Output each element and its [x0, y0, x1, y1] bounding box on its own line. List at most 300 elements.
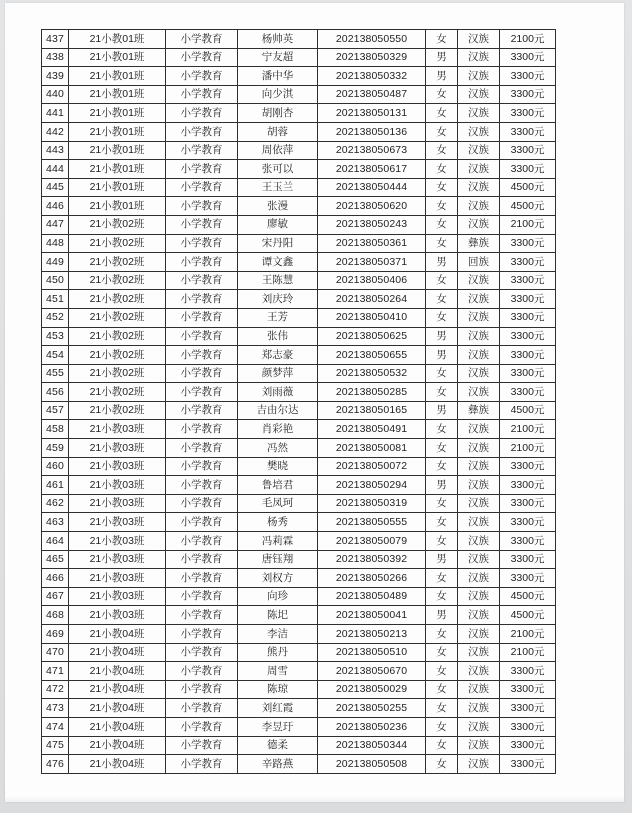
cell-student_id: 202138050072 — [318, 457, 426, 476]
cell-major: 小学教育 — [166, 308, 238, 327]
cell-name: 张可以 — [238, 160, 318, 179]
table-row — [42, 550, 556, 569]
cell-student_id: 202138050410 — [318, 308, 426, 327]
cell-major: 小学教育 — [166, 680, 238, 699]
table-row — [42, 587, 556, 606]
cell-amount: 3300元 — [500, 48, 556, 67]
cell-student_id: 202138050508 — [318, 755, 426, 774]
cell-amount: 2100元 — [500, 420, 556, 439]
cell-student_id: 202138050361 — [318, 234, 426, 253]
cell-no: 456 — [42, 383, 69, 402]
cell-ethnicity: 汉族 — [458, 439, 500, 458]
table-row — [42, 736, 556, 755]
cell-gender: 女 — [426, 494, 458, 513]
cell-major: 小学教育 — [166, 401, 238, 420]
cell-student_id: 202138050371 — [318, 253, 426, 272]
cell-major: 小学教育 — [166, 550, 238, 569]
cell-student_id: 202138050555 — [318, 513, 426, 532]
table-row — [42, 680, 556, 699]
cell-gender: 女 — [426, 420, 458, 439]
cell-class_name: 21小教03班 — [69, 550, 166, 569]
cell-ethnicity: 汉族 — [458, 717, 500, 736]
cell-major: 小学教育 — [166, 587, 238, 606]
cell-no: 457 — [42, 401, 69, 420]
table-row — [42, 383, 556, 402]
cell-class_name: 21小教04班 — [69, 699, 166, 718]
cell-ethnicity: 汉族 — [458, 699, 500, 718]
cell-ethnicity: 汉族 — [458, 606, 500, 625]
cell-student_id: 202138050294 — [318, 476, 426, 495]
cell-gender: 女 — [426, 290, 458, 309]
cell-amount: 3300元 — [500, 755, 556, 774]
cell-major: 小学教育 — [166, 215, 238, 234]
cell-student_id: 202138050213 — [318, 625, 426, 644]
cell-ethnicity: 汉族 — [458, 346, 500, 365]
cell-no: 447 — [42, 215, 69, 234]
cell-name: 鲁培君 — [238, 476, 318, 495]
cell-gender: 女 — [426, 141, 458, 160]
cell-class_name: 21小教02班 — [69, 364, 166, 383]
cell-amount: 3300元 — [500, 290, 556, 309]
cell-student_id: 202138050670 — [318, 662, 426, 681]
cell-class_name: 21小教04班 — [69, 662, 166, 681]
cell-student_id: 202138050617 — [318, 160, 426, 179]
cell-gender: 男 — [426, 346, 458, 365]
cell-name: 毛凤珂 — [238, 494, 318, 513]
cell-no: 442 — [42, 122, 69, 141]
cell-amount: 3300元 — [500, 457, 556, 476]
cell-ethnicity: 汉族 — [458, 569, 500, 588]
cell-major: 小学教育 — [166, 643, 238, 662]
cell-name: 周雪 — [238, 662, 318, 681]
cell-no: 475 — [42, 736, 69, 755]
cell-major: 小学教育 — [166, 346, 238, 365]
table-row — [42, 643, 556, 662]
cell-student_id: 202138050655 — [318, 346, 426, 365]
cell-no: 468 — [42, 606, 69, 625]
cell-name: 向珍 — [238, 587, 318, 606]
cell-no: 462 — [42, 494, 69, 513]
student-roster-body — [42, 30, 556, 774]
cell-name: 樊晓 — [238, 457, 318, 476]
cell-gender: 男 — [426, 401, 458, 420]
table-row — [42, 290, 556, 309]
cell-no: 438 — [42, 48, 69, 67]
cell-gender: 女 — [426, 513, 458, 532]
cell-amount: 3300元 — [500, 327, 556, 346]
cell-gender: 女 — [426, 364, 458, 383]
cell-class_name: 21小教02班 — [69, 215, 166, 234]
cell-amount: 3300元 — [500, 680, 556, 699]
cell-major: 小学教育 — [166, 141, 238, 160]
cell-class_name: 21小教03班 — [69, 569, 166, 588]
cell-ethnicity: 汉族 — [458, 160, 500, 179]
cell-class_name: 21小教03班 — [69, 420, 166, 439]
table-row — [42, 401, 556, 420]
cell-name: 刘庆玲 — [238, 290, 318, 309]
cell-gender: 女 — [426, 383, 458, 402]
cell-class_name: 21小教01班 — [69, 30, 166, 49]
table-row — [42, 253, 556, 272]
cell-name: 李昱玗 — [238, 717, 318, 736]
cell-ethnicity: 汉族 — [458, 643, 500, 662]
cell-amount: 3300元 — [500, 476, 556, 495]
cell-no: 474 — [42, 717, 69, 736]
cell-major: 小学教育 — [166, 253, 238, 272]
cell-name: 冯莉霖 — [238, 532, 318, 551]
cell-name: 冯然 — [238, 439, 318, 458]
cell-student_id: 202138050532 — [318, 364, 426, 383]
cell-ethnicity: 汉族 — [458, 48, 500, 67]
cell-no: 446 — [42, 197, 69, 216]
table-row — [42, 178, 556, 197]
cell-student_id: 202138050673 — [318, 141, 426, 160]
cell-no: 454 — [42, 346, 69, 365]
cell-gender: 女 — [426, 160, 458, 179]
cell-major: 小学教育 — [166, 662, 238, 681]
cell-student_id: 202138050266 — [318, 569, 426, 588]
cell-ethnicity: 汉族 — [458, 85, 500, 104]
cell-no: 476 — [42, 755, 69, 774]
cell-amount: 4500元 — [500, 587, 556, 606]
cell-gender: 男 — [426, 253, 458, 272]
cell-ethnicity: 汉族 — [458, 457, 500, 476]
cell-name: 刘权方 — [238, 569, 318, 588]
cell-no: 470 — [42, 643, 69, 662]
cell-ethnicity: 汉族 — [458, 532, 500, 551]
cell-ethnicity: 汉族 — [458, 736, 500, 755]
cell-ethnicity: 汉族 — [458, 271, 500, 290]
cell-student_id: 202138050041 — [318, 606, 426, 625]
table-row — [42, 662, 556, 681]
table-row — [42, 48, 556, 67]
cell-no: 460 — [42, 457, 69, 476]
cell-major: 小学教育 — [166, 625, 238, 644]
cell-class_name: 21小教01班 — [69, 160, 166, 179]
cell-class_name: 21小教02班 — [69, 383, 166, 402]
table-row — [42, 346, 556, 365]
cell-amount: 4500元 — [500, 606, 556, 625]
cell-major: 小学教育 — [166, 85, 238, 104]
cell-student_id: 202138050264 — [318, 290, 426, 309]
cell-no: 469 — [42, 625, 69, 644]
cell-ethnicity: 回族 — [458, 253, 500, 272]
cell-student_id: 202138050487 — [318, 85, 426, 104]
cell-amount: 2100元 — [500, 625, 556, 644]
cell-gender: 女 — [426, 85, 458, 104]
cell-no: 452 — [42, 308, 69, 327]
cell-ethnicity: 汉族 — [458, 513, 500, 532]
cell-class_name: 21小教04班 — [69, 736, 166, 755]
cell-gender: 女 — [426, 234, 458, 253]
cell-class_name: 21小教02班 — [69, 327, 166, 346]
cell-student_id: 202138050332 — [318, 67, 426, 86]
table-row — [42, 308, 556, 327]
table-row — [42, 122, 556, 141]
cell-name: 王陈慧 — [238, 271, 318, 290]
table-row — [42, 234, 556, 253]
table-row — [42, 569, 556, 588]
cell-amount: 2100元 — [500, 439, 556, 458]
cell-class_name: 21小教03班 — [69, 494, 166, 513]
cell-name: 陈圯 — [238, 606, 318, 625]
cell-class_name: 21小教02班 — [69, 346, 166, 365]
cell-no: 464 — [42, 532, 69, 551]
cell-major: 小学教育 — [166, 48, 238, 67]
table-row — [42, 327, 556, 346]
cell-gender: 女 — [426, 643, 458, 662]
table-row — [42, 494, 556, 513]
table-row — [42, 717, 556, 736]
cell-no: 465 — [42, 550, 69, 569]
cell-name: 郑志豪 — [238, 346, 318, 365]
table-row — [42, 420, 556, 439]
cell-amount: 3300元 — [500, 494, 556, 513]
cell-ethnicity: 汉族 — [458, 625, 500, 644]
cell-major: 小学教育 — [166, 457, 238, 476]
table-row — [42, 625, 556, 644]
cell-name: 周依萍 — [238, 141, 318, 160]
cell-major: 小学教育 — [166, 476, 238, 495]
cell-major: 小学教育 — [166, 513, 238, 532]
cell-ethnicity: 汉族 — [458, 476, 500, 495]
cell-amount: 3300元 — [500, 364, 556, 383]
cell-name: 刘红霞 — [238, 699, 318, 718]
cell-name: 宁友超 — [238, 48, 318, 67]
cell-name: 廖敏 — [238, 215, 318, 234]
cell-gender: 女 — [426, 662, 458, 681]
cell-ethnicity: 汉族 — [458, 550, 500, 569]
cell-amount: 4500元 — [500, 197, 556, 216]
cell-gender: 女 — [426, 736, 458, 755]
cell-ethnicity: 汉族 — [458, 308, 500, 327]
cell-gender: 女 — [426, 755, 458, 774]
cell-class_name: 21小教02班 — [69, 271, 166, 290]
cell-no: 450 — [42, 271, 69, 290]
cell-class_name: 21小教03班 — [69, 513, 166, 532]
cell-gender: 男 — [426, 476, 458, 495]
table-row — [42, 606, 556, 625]
cell-class_name: 21小教02班 — [69, 234, 166, 253]
cell-ethnicity: 汉族 — [458, 30, 500, 49]
cell-gender: 女 — [426, 122, 458, 141]
cell-ethnicity: 汉族 — [458, 587, 500, 606]
cell-class_name: 21小教01班 — [69, 178, 166, 197]
cell-no: 458 — [42, 420, 69, 439]
cell-major: 小学教育 — [166, 160, 238, 179]
cell-name: 杨秀 — [238, 513, 318, 532]
cell-no: 451 — [42, 290, 69, 309]
table-row — [42, 85, 556, 104]
cell-class_name: 21小教03班 — [69, 476, 166, 495]
cell-no: 444 — [42, 160, 69, 179]
cell-amount: 3300元 — [500, 383, 556, 402]
table-row — [42, 104, 556, 123]
cell-major: 小学教育 — [166, 736, 238, 755]
cell-student_id: 202138050344 — [318, 736, 426, 755]
cell-class_name: 21小教04班 — [69, 625, 166, 644]
cell-no: 466 — [42, 569, 69, 588]
cell-ethnicity: 汉族 — [458, 755, 500, 774]
cell-class_name: 21小教01班 — [69, 141, 166, 160]
cell-class_name: 21小教04班 — [69, 680, 166, 699]
cell-name: 刘雨薇 — [238, 383, 318, 402]
cell-ethnicity: 汉族 — [458, 494, 500, 513]
cell-gender: 女 — [426, 457, 458, 476]
cell-gender: 男 — [426, 606, 458, 625]
cell-student_id: 202138050489 — [318, 587, 426, 606]
cell-gender: 女 — [426, 215, 458, 234]
cell-name: 王芳 — [238, 308, 318, 327]
cell-amount: 3300元 — [500, 253, 556, 272]
cell-student_id: 202138050136 — [318, 122, 426, 141]
cell-gender: 女 — [426, 532, 458, 551]
table-row — [42, 30, 556, 49]
table-row — [42, 532, 556, 551]
cell-gender: 女 — [426, 680, 458, 699]
cell-student_id: 202138050491 — [318, 420, 426, 439]
cell-gender: 女 — [426, 30, 458, 49]
cell-ethnicity: 汉族 — [458, 215, 500, 234]
cell-name: 胡蓉 — [238, 122, 318, 141]
cell-student_id: 202138050285 — [318, 383, 426, 402]
cell-student_id: 202138050625 — [318, 327, 426, 346]
cell-name: 李洁 — [238, 625, 318, 644]
cell-amount: 3300元 — [500, 141, 556, 160]
cell-amount: 3300元 — [500, 569, 556, 588]
cell-class_name: 21小教01班 — [69, 104, 166, 123]
cell-major: 小学教育 — [166, 569, 238, 588]
cell-name: 陈琼 — [238, 680, 318, 699]
cell-gender: 女 — [426, 197, 458, 216]
table-row — [42, 513, 556, 532]
cell-no: 440 — [42, 85, 69, 104]
cell-amount: 3300元 — [500, 550, 556, 569]
cell-major: 小学教育 — [166, 122, 238, 141]
cell-no: 467 — [42, 587, 69, 606]
cell-major: 小学教育 — [166, 197, 238, 216]
cell-major: 小学教育 — [166, 104, 238, 123]
cell-class_name: 21小教02班 — [69, 308, 166, 327]
cell-class_name: 21小教01班 — [69, 85, 166, 104]
cell-student_id: 202138050165 — [318, 401, 426, 420]
cell-gender: 男 — [426, 67, 458, 86]
cell-no: 437 — [42, 30, 69, 49]
cell-gender: 女 — [426, 717, 458, 736]
cell-major: 小学教育 — [166, 439, 238, 458]
cell-no: 463 — [42, 513, 69, 532]
cell-amount: 3300元 — [500, 717, 556, 736]
cell-class_name: 21小教03班 — [69, 532, 166, 551]
cell-student_id: 202138050510 — [318, 643, 426, 662]
cell-student_id: 202138050255 — [318, 699, 426, 718]
cell-ethnicity: 汉族 — [458, 364, 500, 383]
cell-amount: 2100元 — [500, 215, 556, 234]
cell-gender: 女 — [426, 178, 458, 197]
table-row — [42, 67, 556, 86]
cell-ethnicity: 汉族 — [458, 67, 500, 86]
cell-ethnicity: 汉族 — [458, 680, 500, 699]
cell-student_id: 202138050236 — [318, 717, 426, 736]
cell-ethnicity: 汉族 — [458, 141, 500, 160]
cell-student_id: 202138050079 — [318, 532, 426, 551]
cell-no: 441 — [42, 104, 69, 123]
cell-no: 461 — [42, 476, 69, 495]
cell-student_id: 202138050550 — [318, 30, 426, 49]
cell-amount: 3300元 — [500, 271, 556, 290]
cell-class_name: 21小教03班 — [69, 439, 166, 458]
cell-name: 德柔 — [238, 736, 318, 755]
cell-amount: 3300元 — [500, 736, 556, 755]
cell-ethnicity: 彝族 — [458, 401, 500, 420]
cell-major: 小学教育 — [166, 327, 238, 346]
document-page — [5, 3, 624, 802]
cell-gender: 女 — [426, 587, 458, 606]
cell-ethnicity: 汉族 — [458, 197, 500, 216]
cell-student_id: 202138050029 — [318, 680, 426, 699]
cell-student_id: 202138050081 — [318, 439, 426, 458]
cell-major: 小学教育 — [166, 755, 238, 774]
cell-major: 小学教育 — [166, 178, 238, 197]
cell-gender: 男 — [426, 48, 458, 67]
cell-class_name: 21小教01班 — [69, 67, 166, 86]
cell-name: 熊丹 — [238, 643, 318, 662]
cell-no: 448 — [42, 234, 69, 253]
table-row — [42, 699, 556, 718]
cell-student_id: 202138050131 — [318, 104, 426, 123]
cell-student_id: 202138050243 — [318, 215, 426, 234]
cell-ethnicity: 汉族 — [458, 383, 500, 402]
table-row — [42, 476, 556, 495]
cell-no: 473 — [42, 699, 69, 718]
cell-amount: 3300元 — [500, 104, 556, 123]
cell-no: 455 — [42, 364, 69, 383]
table-row — [42, 457, 556, 476]
cell-major: 小学教育 — [166, 30, 238, 49]
cell-no: 449 — [42, 253, 69, 272]
cell-class_name: 21小教01班 — [69, 122, 166, 141]
cell-gender: 女 — [426, 625, 458, 644]
cell-student_id: 202138050406 — [318, 271, 426, 290]
cell-major: 小学教育 — [166, 606, 238, 625]
cell-no: 445 — [42, 178, 69, 197]
table-row — [42, 271, 556, 290]
cell-class_name: 21小教03班 — [69, 587, 166, 606]
cell-major: 小学教育 — [166, 532, 238, 551]
table-row — [42, 141, 556, 160]
cell-gender: 男 — [426, 550, 458, 569]
cell-name: 胡刚杏 — [238, 104, 318, 123]
cell-ethnicity: 汉族 — [458, 122, 500, 141]
cell-major: 小学教育 — [166, 383, 238, 402]
cell-major: 小学教育 — [166, 271, 238, 290]
cell-no: 443 — [42, 141, 69, 160]
cell-gender: 男 — [426, 327, 458, 346]
cell-name: 向少淇 — [238, 85, 318, 104]
cell-major: 小学教育 — [166, 717, 238, 736]
cell-student_id: 202138050444 — [318, 178, 426, 197]
cell-ethnicity: 汉族 — [458, 327, 500, 346]
cell-major: 小学教育 — [166, 364, 238, 383]
cell-gender: 女 — [426, 271, 458, 290]
cell-name: 张漫 — [238, 197, 318, 216]
cell-class_name: 21小教04班 — [69, 717, 166, 736]
cell-name: 颜梦萍 — [238, 364, 318, 383]
cell-name: 王玉兰 — [238, 178, 318, 197]
cell-name: 张伟 — [238, 327, 318, 346]
cell-ethnicity: 汉族 — [458, 290, 500, 309]
cell-name: 杨帅英 — [238, 30, 318, 49]
